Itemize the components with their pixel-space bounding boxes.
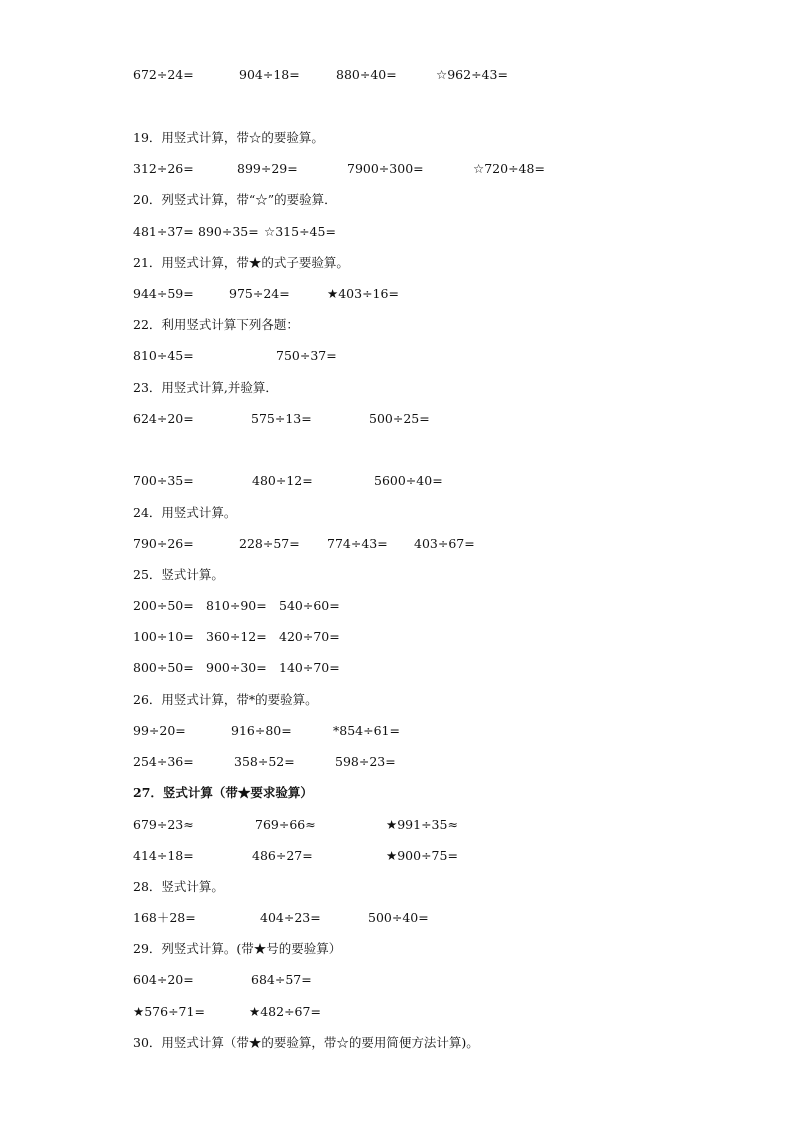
problem-item: 904÷18= [239,67,300,82]
problem-item: 750÷37= [276,348,337,363]
problem-item: 890÷35= [198,224,259,239]
problem-item: ☆962÷43= [436,67,508,82]
question-heading: 23．用竖式计算,并验算． [133,380,278,395]
problem-item: 312÷26= [133,161,194,176]
problem-item: ★482÷67= [249,1004,321,1019]
question-heading: 26．用竖式计算，带*的要验算。 [133,692,318,707]
question-heading: 19．用竖式计算，带☆的要验算。 [133,130,324,145]
problem-row [0,1003,794,1021]
problem-row [0,472,794,490]
problem-item: 975÷24= [229,286,290,301]
problem-item: 480÷12= [252,473,313,488]
problem-row [0,597,794,615]
problem-item: 810÷90= [206,598,267,613]
problem-item: 598÷23= [335,754,396,769]
problem-row [0,410,794,428]
problem-item: 254÷36= [133,754,194,769]
question-heading: 24．用竖式计算。 [133,505,237,520]
problem-row [0,753,794,771]
problem-row [0,66,794,84]
problem-item: ☆720÷48= [473,161,545,176]
problem-item: 672÷24= [133,67,194,82]
problem-item: 624÷20= [133,411,194,426]
problem-item: 916÷80= [231,723,292,738]
problem-item: 540÷60= [279,598,340,613]
problem-item: 774÷43= [327,536,388,551]
problem-item: 899÷29= [237,161,298,176]
problem-item: 168＋28= [133,910,196,925]
problem-item: 486÷27= [252,848,313,863]
question-heading: 20．列竖式计算，带“☆”的要验算． [133,192,337,207]
problem-item: 5600÷40= [374,473,443,488]
problem-row [0,909,794,927]
problem-item: 360÷12= [206,629,267,644]
problem-item: 414÷18= [133,848,194,863]
problem-item: 880÷40= [336,67,397,82]
problem-row [0,816,794,834]
problem-item: ★900÷75= [386,848,458,863]
problem-item: 604÷20= [133,972,194,987]
problem-item: 420÷70= [279,629,340,644]
problem-item: ★403÷16= [327,286,399,301]
problem-item: 358÷52= [234,754,295,769]
problem-item: ★991÷35≈ [386,817,458,832]
problem-item: 403÷67= [414,536,475,551]
question-heading: 21．用竖式计算，带★的式子要验算。 [133,255,349,270]
problem-row [0,347,794,365]
problem-item: 100÷10= [133,629,194,644]
problem-item: ☆315÷45= [264,224,336,239]
problem-row [0,160,794,178]
problem-row [0,722,794,740]
problem-item: 944÷59= [133,286,194,301]
problem-item: 200÷50= [133,598,194,613]
problem-row [0,659,794,677]
problem-item: 500÷25= [369,411,430,426]
problem-row [0,971,794,989]
problem-item: 700÷35= [133,473,194,488]
problem-item: ★576÷71= [133,1004,205,1019]
problem-item: 140÷70= [279,660,340,675]
problem-item: 500÷40= [368,910,429,925]
question-heading: 27．竖式计算（带★要求验算） [133,785,313,800]
problem-item: 679÷23≈ [133,817,194,832]
question-heading: 30．用竖式计算（带★的要验算，带☆的要用简便方法计算)。 [133,1035,479,1050]
problem-item: *854÷61= [333,723,400,738]
problem-row [0,535,794,553]
problem-item: 684÷57= [251,972,312,987]
problem-item: 99÷20= [133,723,186,738]
problem-row [0,847,794,865]
problem-item: 790÷26= [133,536,194,551]
problem-item: 404÷23= [260,910,321,925]
problem-row [0,285,794,303]
problem-item: 228÷57= [239,536,300,551]
problem-item: 575÷13= [251,411,312,426]
question-heading: 25．竖式计算。 [133,567,224,582]
problem-row [0,223,794,241]
problem-item: 7900÷300= [347,161,424,176]
problem-item: 769÷66≈ [255,817,316,832]
question-heading: 29．列竖式计算。(带★号的要验算） [133,941,342,956]
problem-item: 800÷50= [133,660,194,675]
problem-item: 481÷37= [133,224,194,239]
problem-item: 810÷45= [133,348,194,363]
question-heading: 28．竖式计算。 [133,879,224,894]
question-heading: 22．利用竖式计算下列各题： [133,317,299,332]
problem-row [0,628,794,646]
problem-item: 900÷30= [206,660,267,675]
